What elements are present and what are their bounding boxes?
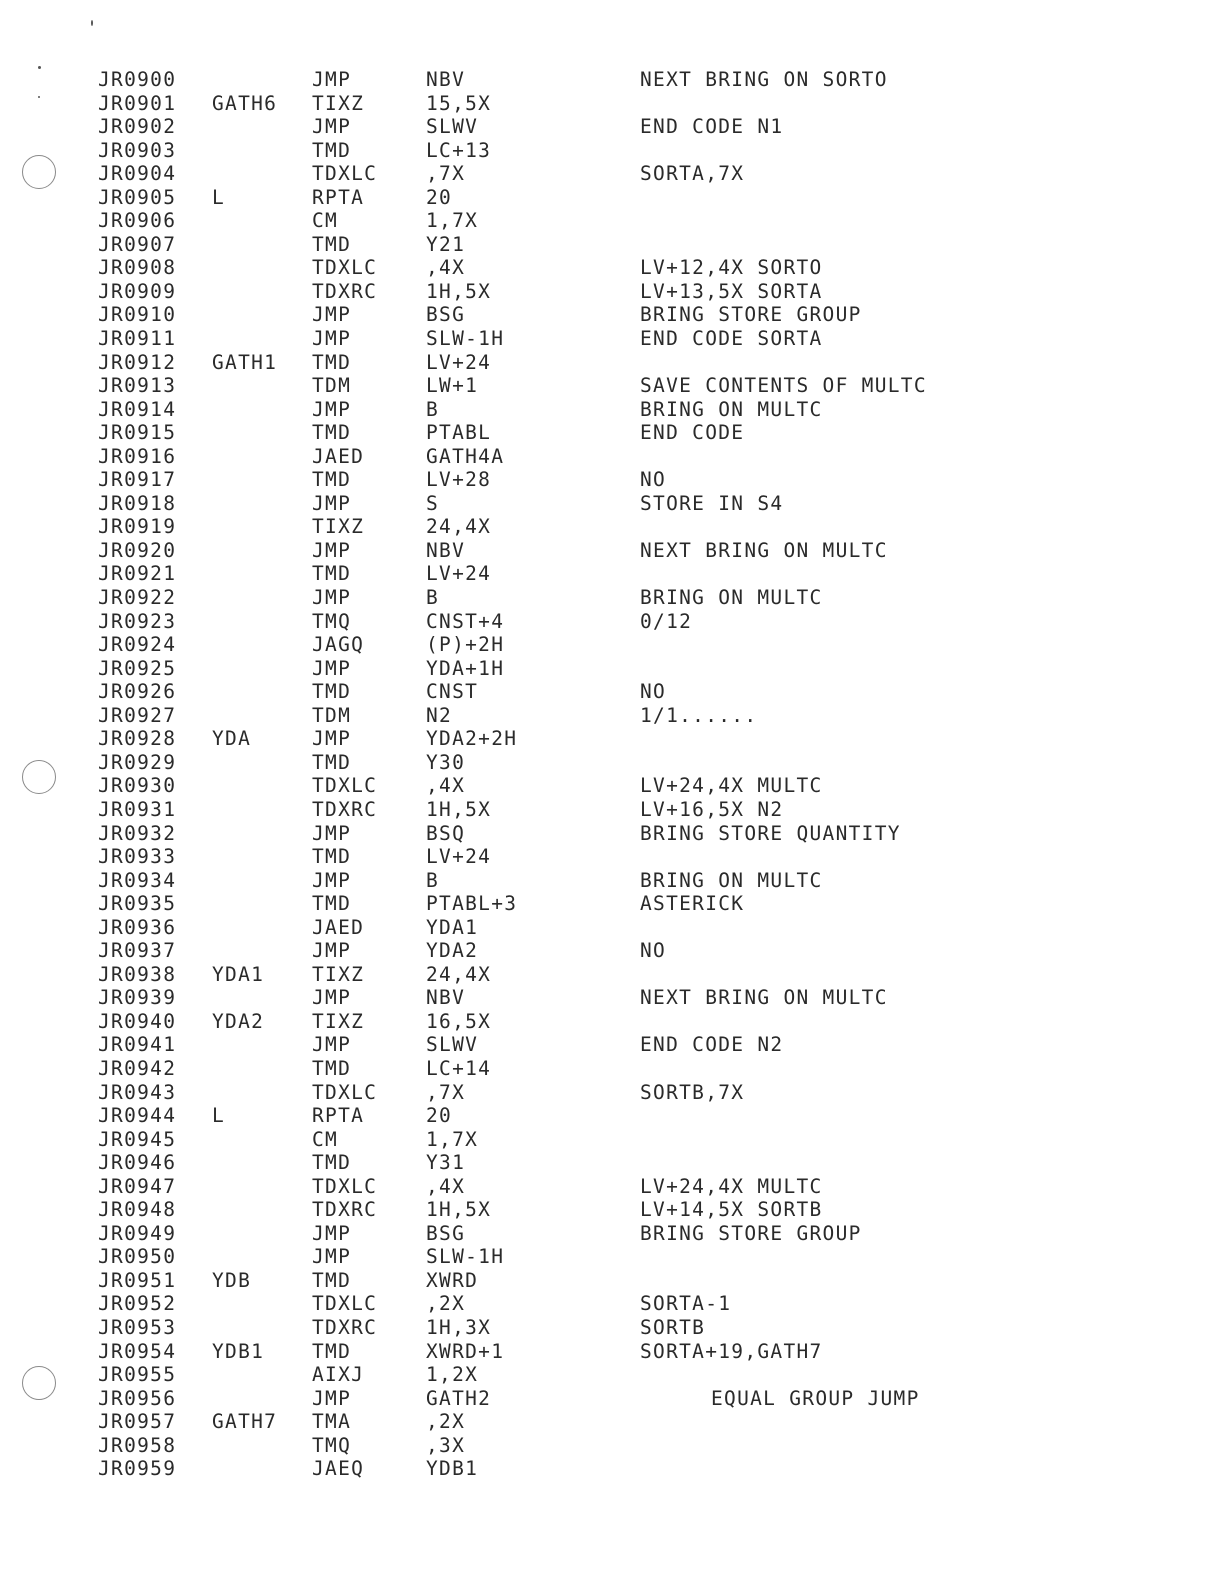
opcode: JMP	[312, 491, 352, 515]
sequence-number: JR0923	[98, 609, 177, 633]
punch-hole-bottom	[22, 1366, 56, 1400]
opcode: TMD	[312, 138, 352, 162]
operand: ,4X	[426, 774, 466, 798]
opcode: JMP	[312, 656, 352, 680]
listing-row	[98, 1081, 1188, 1105]
sequence-number: JR0930	[98, 774, 177, 798]
operand: 1H,5X	[426, 797, 492, 821]
scan-speck	[38, 96, 40, 98]
operand: XWRD	[426, 1268, 479, 1292]
sequence-number: JR0911	[98, 327, 177, 351]
operand: GATH2	[426, 1386, 492, 1410]
sequence-number: JR0945	[98, 1127, 177, 1151]
listing-row	[98, 610, 1188, 634]
comment: 1/1......	[640, 703, 758, 727]
comment: BRING STORE QUANTITY	[640, 821, 901, 845]
operand: PTABL+3	[426, 892, 518, 916]
sequence-number: JR0929	[98, 750, 177, 774]
listing-row	[98, 774, 1188, 798]
operand: YDA2+2H	[426, 727, 518, 751]
statement-label: YDB	[212, 1268, 252, 1292]
opcode: JMP	[312, 303, 352, 327]
sequence-number: JR0956	[98, 1386, 177, 1410]
sequence-number: JR0908	[98, 256, 177, 280]
sequence-number: JR0937	[98, 939, 177, 963]
statement-label: L	[212, 185, 226, 209]
sequence-number: JR0955	[98, 1363, 177, 1387]
comment: END CODE N1	[640, 115, 784, 139]
statement-label: GATH1	[212, 350, 278, 374]
opcode: JAGQ	[312, 633, 365, 657]
listing-row	[98, 421, 1188, 445]
operand: NBV	[426, 68, 466, 91]
comment: BRING STORE GROUP	[640, 1221, 862, 1245]
operand: LC+14	[426, 1056, 492, 1080]
opcode: TMA	[312, 1410, 352, 1434]
listing-row	[98, 963, 1188, 987]
sequence-number: JR0938	[98, 962, 177, 986]
comment: END CODE	[640, 421, 745, 445]
listing-row	[98, 445, 1188, 469]
comment: LV+16,5X N2	[640, 797, 784, 821]
operand: ,2X	[426, 1410, 466, 1434]
operand: SLWV	[426, 115, 479, 139]
operand: 1,2X	[426, 1363, 479, 1387]
opcode: JMP	[312, 868, 352, 892]
opcode: JMP	[312, 1221, 352, 1245]
listing-row	[98, 1151, 1188, 1175]
operand: ,3X	[426, 1433, 466, 1457]
opcode: CM	[312, 209, 339, 233]
operand: XWRD+1	[426, 1339, 505, 1363]
sequence-number: JR0924	[98, 633, 177, 657]
listing-row	[98, 92, 1188, 116]
listing-row	[98, 633, 1188, 657]
operand: SLW-1H	[426, 1245, 505, 1269]
opcode: TDM	[312, 374, 352, 398]
opcode: TMD	[312, 1268, 352, 1292]
operand: (P)+2H	[426, 633, 505, 657]
listing-row	[98, 1410, 1188, 1434]
sequence-number: JR0917	[98, 468, 177, 492]
opcode: TMQ	[312, 609, 352, 633]
operand: ,7X	[426, 162, 466, 186]
sequence-number: JR0921	[98, 562, 177, 586]
listing-row	[98, 515, 1188, 539]
sequence-number: JR0953	[98, 1315, 177, 1339]
comment: STORE IN S4	[640, 491, 784, 515]
listing-row	[98, 1222, 1188, 1246]
opcode: JMP	[312, 821, 352, 845]
opcode: TDXRC	[312, 279, 378, 303]
listing-row	[98, 280, 1188, 304]
operand: BSG	[426, 1221, 466, 1245]
sequence-number: JR0952	[98, 1292, 177, 1316]
comment: ASTERICK	[640, 892, 745, 916]
listing-row	[98, 562, 1188, 586]
listing-row	[98, 1104, 1188, 1128]
operand: LC+13	[426, 138, 492, 162]
sequence-number: JR0906	[98, 209, 177, 233]
listing-row	[98, 303, 1188, 327]
statement-label: YDA1	[212, 962, 265, 986]
sequence-number: JR0907	[98, 232, 177, 256]
sequence-number: JR0909	[98, 279, 177, 303]
operand: SLWV	[426, 1033, 479, 1057]
opcode: RPTA	[312, 185, 365, 209]
sequence-number: JR0925	[98, 656, 177, 680]
operand: S	[426, 491, 440, 515]
operand: 1H,5X	[426, 1198, 492, 1222]
opcode: RPTA	[312, 1104, 365, 1128]
opcode: JMP	[312, 939, 352, 963]
listing-row	[98, 468, 1188, 492]
opcode: JMP	[312, 586, 352, 610]
operand: 1H,5X	[426, 279, 492, 303]
opcode: TMD	[312, 562, 352, 586]
statement-label: YDA	[212, 727, 252, 751]
comment: NEXT BRING ON MULTC	[640, 538, 888, 562]
listing-row	[98, 1387, 1188, 1411]
opcode: TDXLC	[312, 1080, 378, 1104]
sequence-number: JR0901	[98, 91, 177, 115]
opcode: JMP	[312, 1245, 352, 1269]
operand: Y21	[426, 232, 466, 256]
operand: NBV	[426, 538, 466, 562]
comment: LV+24,4X MULTC	[640, 1174, 823, 1198]
sequence-number: JR0912	[98, 350, 177, 374]
opcode: JMP	[312, 397, 352, 421]
operand: LV+24	[426, 845, 492, 869]
punch-hole-top	[22, 155, 56, 189]
scan-speck	[38, 66, 41, 69]
comment: SORTA,7X	[640, 162, 745, 186]
listing-row	[98, 680, 1188, 704]
opcode: JAEQ	[312, 1457, 365, 1481]
listing-row	[98, 492, 1188, 516]
opcode: TMD	[312, 680, 352, 704]
opcode: TDXLC	[312, 256, 378, 280]
listing-row	[98, 1457, 1188, 1481]
comment: SAVE CONTENTS OF MULTC	[640, 374, 927, 398]
operand: CNST+4	[426, 609, 505, 633]
opcode: TDXRC	[312, 797, 378, 821]
listing-row	[98, 986, 1188, 1010]
comment: 0/12	[640, 609, 693, 633]
listing-row	[98, 657, 1188, 681]
listing-row	[98, 727, 1188, 751]
sequence-number: JR0959	[98, 1457, 177, 1481]
comment: NO	[640, 939, 667, 963]
sequence-number: JR0920	[98, 538, 177, 562]
listing-row	[98, 845, 1188, 869]
opcode: TIXZ	[312, 515, 365, 539]
sequence-number: JR0922	[98, 586, 177, 610]
sequence-number: JR0915	[98, 421, 177, 445]
sequence-number: JR0902	[98, 115, 177, 139]
statement-label: GATH6	[212, 91, 278, 115]
listing-row	[98, 586, 1188, 610]
sequence-number: JR0928	[98, 727, 177, 751]
opcode: TDXRC	[312, 1315, 378, 1339]
operand: BSG	[426, 303, 466, 327]
sequence-number: JR0913	[98, 374, 177, 398]
comment: NEXT BRING ON MULTC	[640, 986, 888, 1010]
opcode: TMD	[312, 1151, 352, 1175]
opcode: TMD	[312, 468, 352, 492]
listing-row	[98, 256, 1188, 280]
listing-row	[98, 916, 1188, 940]
sequence-number: JR0943	[98, 1080, 177, 1104]
listing-row	[98, 1175, 1188, 1199]
operand: LV+28	[426, 468, 492, 492]
listing-row	[98, 751, 1188, 775]
listing-row	[98, 1033, 1188, 1057]
operand: N2	[426, 703, 453, 727]
opcode: JAED	[312, 444, 365, 468]
opcode: JMP	[312, 727, 352, 751]
sequence-number: JR0935	[98, 892, 177, 916]
comment: NO	[640, 680, 667, 704]
listing-row	[98, 351, 1188, 375]
operand: YDA2	[426, 939, 479, 963]
opcode: TDXLC	[312, 774, 378, 798]
operand: Y31	[426, 1151, 466, 1175]
sequence-number: JR0942	[98, 1056, 177, 1080]
comment: BRING STORE GROUP	[640, 303, 862, 327]
operand: ,7X	[426, 1080, 466, 1104]
opcode: TDXLC	[312, 1292, 378, 1316]
opcode: TMQ	[312, 1433, 352, 1457]
operand: 16,5X	[426, 1009, 492, 1033]
opcode: JMP	[312, 1386, 352, 1410]
opcode: TMD	[312, 1056, 352, 1080]
comment: NEXT BRING ON SORTO	[640, 68, 888, 91]
comment: EQUAL GROUP JUMP	[711, 1386, 920, 1410]
operand: 24,4X	[426, 962, 492, 986]
listing-row	[98, 209, 1188, 233]
opcode: TDXRC	[312, 1198, 378, 1222]
operand: LV+24	[426, 562, 492, 586]
opcode: TMD	[312, 845, 352, 869]
assembly-listing	[98, 68, 1188, 1481]
listing-row	[98, 327, 1188, 351]
comment: SORTA-1	[640, 1292, 732, 1316]
statement-label: GATH7	[212, 1410, 278, 1434]
sequence-number: JR0939	[98, 986, 177, 1010]
sequence-number: JR0934	[98, 868, 177, 892]
listing-row	[98, 1245, 1188, 1269]
listing-row	[98, 822, 1188, 846]
sequence-number: JR0948	[98, 1198, 177, 1222]
sequence-number: JR0947	[98, 1174, 177, 1198]
opcode: AIXJ	[312, 1363, 365, 1387]
comment: LV+24,4X MULTC	[640, 774, 823, 798]
operand: YDA1	[426, 915, 479, 939]
listing-row	[98, 1363, 1188, 1387]
listing-row	[98, 139, 1188, 163]
listing-row	[98, 892, 1188, 916]
comment: BRING ON MULTC	[640, 397, 823, 421]
sequence-number: JR0903	[98, 138, 177, 162]
opcode: CM	[312, 1127, 339, 1151]
operand: LV+24	[426, 350, 492, 374]
sequence-number: JR0918	[98, 491, 177, 515]
comment: SORTB,7X	[640, 1080, 745, 1104]
listing-row	[98, 1340, 1188, 1364]
operand: 20	[426, 185, 453, 209]
listing-row	[98, 869, 1188, 893]
operand: ,2X	[426, 1292, 466, 1316]
listing-row	[98, 1434, 1188, 1458]
listing-row	[98, 162, 1188, 186]
opcode: TMD	[312, 421, 352, 445]
comment: BRING ON MULTC	[640, 868, 823, 892]
listing-row	[98, 398, 1188, 422]
listing-row	[98, 1269, 1188, 1293]
listing-row	[98, 115, 1188, 139]
opcode: JMP	[312, 327, 352, 351]
listing-row	[98, 1198, 1188, 1222]
listing-row	[98, 704, 1188, 728]
operand: LW+1	[426, 374, 479, 398]
sequence-number: JR0936	[98, 915, 177, 939]
operand: B	[426, 868, 440, 892]
punch-hole-middle	[22, 760, 56, 794]
comment: LV+12,4X SORTO	[640, 256, 823, 280]
listing-row	[98, 798, 1188, 822]
opcode: JMP	[312, 115, 352, 139]
operand: SLW-1H	[426, 327, 505, 351]
sequence-number: JR0946	[98, 1151, 177, 1175]
operand: ,4X	[426, 256, 466, 280]
sequence-number: JR0954	[98, 1339, 177, 1363]
operand: Y30	[426, 750, 466, 774]
opcode: JMP	[312, 986, 352, 1010]
opcode: TMD	[312, 750, 352, 774]
listing-row	[98, 539, 1188, 563]
operand: 15,5X	[426, 91, 492, 115]
listing-row	[98, 1316, 1188, 1340]
sequence-number: JR0951	[98, 1268, 177, 1292]
operand: YDB1	[426, 1457, 479, 1481]
operand: NBV	[426, 986, 466, 1010]
sequence-number: JR0926	[98, 680, 177, 704]
operand: ,4X	[426, 1174, 466, 1198]
operand: GATH4A	[426, 444, 505, 468]
comment: BRING ON MULTC	[640, 586, 823, 610]
statement-label: YDB1	[212, 1339, 265, 1363]
comment: LV+14,5X SORTB	[640, 1198, 823, 1222]
sequence-number: JR0932	[98, 821, 177, 845]
operand: 20	[426, 1104, 453, 1128]
sequence-number: JR0919	[98, 515, 177, 539]
operand: YDA+1H	[426, 656, 505, 680]
listing-row	[98, 939, 1188, 963]
operand: 1H,3X	[426, 1315, 492, 1339]
comment: SORTB	[640, 1315, 706, 1339]
listing-row	[98, 1057, 1188, 1081]
opcode: TIXZ	[312, 962, 365, 986]
listing-row	[98, 374, 1188, 398]
opcode: JMP	[312, 538, 352, 562]
listing-row	[98, 1292, 1188, 1316]
comment: SORTA+19,GATH7	[640, 1339, 823, 1363]
comment: END CODE N2	[640, 1033, 784, 1057]
sequence-number: JR0900	[98, 68, 177, 91]
operand: 1,7X	[426, 209, 479, 233]
sequence-number: JR0944	[98, 1104, 177, 1128]
comment: NO	[640, 468, 667, 492]
opcode: TMD	[312, 232, 352, 256]
opcode: TMD	[312, 350, 352, 374]
listing-row	[98, 1128, 1188, 1152]
scan-speck	[91, 20, 93, 26]
operand: B	[426, 397, 440, 421]
opcode: TDM	[312, 703, 352, 727]
sequence-number: JR0940	[98, 1009, 177, 1033]
opcode: TIXZ	[312, 91, 365, 115]
sequence-number: JR0910	[98, 303, 177, 327]
sequence-number: JR0905	[98, 185, 177, 209]
sequence-number: JR0933	[98, 845, 177, 869]
opcode: JMP	[312, 68, 352, 91]
comment: LV+13,5X SORTA	[640, 279, 823, 303]
sequence-number: JR0916	[98, 444, 177, 468]
sequence-number: JR0950	[98, 1245, 177, 1269]
operand: PTABL	[426, 421, 492, 445]
sequence-number: JR0958	[98, 1433, 177, 1457]
operand: BSQ	[426, 821, 466, 845]
operand: CNST	[426, 680, 479, 704]
opcode: JMP	[312, 1033, 352, 1057]
sequence-number: JR0957	[98, 1410, 177, 1434]
listing-row	[98, 1010, 1188, 1034]
operand: B	[426, 586, 440, 610]
sequence-number: JR0914	[98, 397, 177, 421]
opcode: TDXLC	[312, 162, 378, 186]
sequence-number: JR0949	[98, 1221, 177, 1245]
comment: END CODE SORTA	[640, 327, 823, 351]
listing-row	[98, 233, 1188, 257]
sequence-number: JR0931	[98, 797, 177, 821]
operand: 24,4X	[426, 515, 492, 539]
listing-row	[98, 186, 1188, 210]
listing-row	[98, 68, 1188, 92]
opcode: TMD	[312, 1339, 352, 1363]
sequence-number: JR0941	[98, 1033, 177, 1057]
sequence-number: JR0904	[98, 162, 177, 186]
statement-label: YDA2	[212, 1009, 265, 1033]
opcode: TDXLC	[312, 1174, 378, 1198]
opcode: TIXZ	[312, 1009, 365, 1033]
statement-label: L	[212, 1104, 226, 1128]
opcode: JAED	[312, 915, 365, 939]
sequence-number: JR0927	[98, 703, 177, 727]
opcode: TMD	[312, 892, 352, 916]
operand: 1,7X	[426, 1127, 479, 1151]
